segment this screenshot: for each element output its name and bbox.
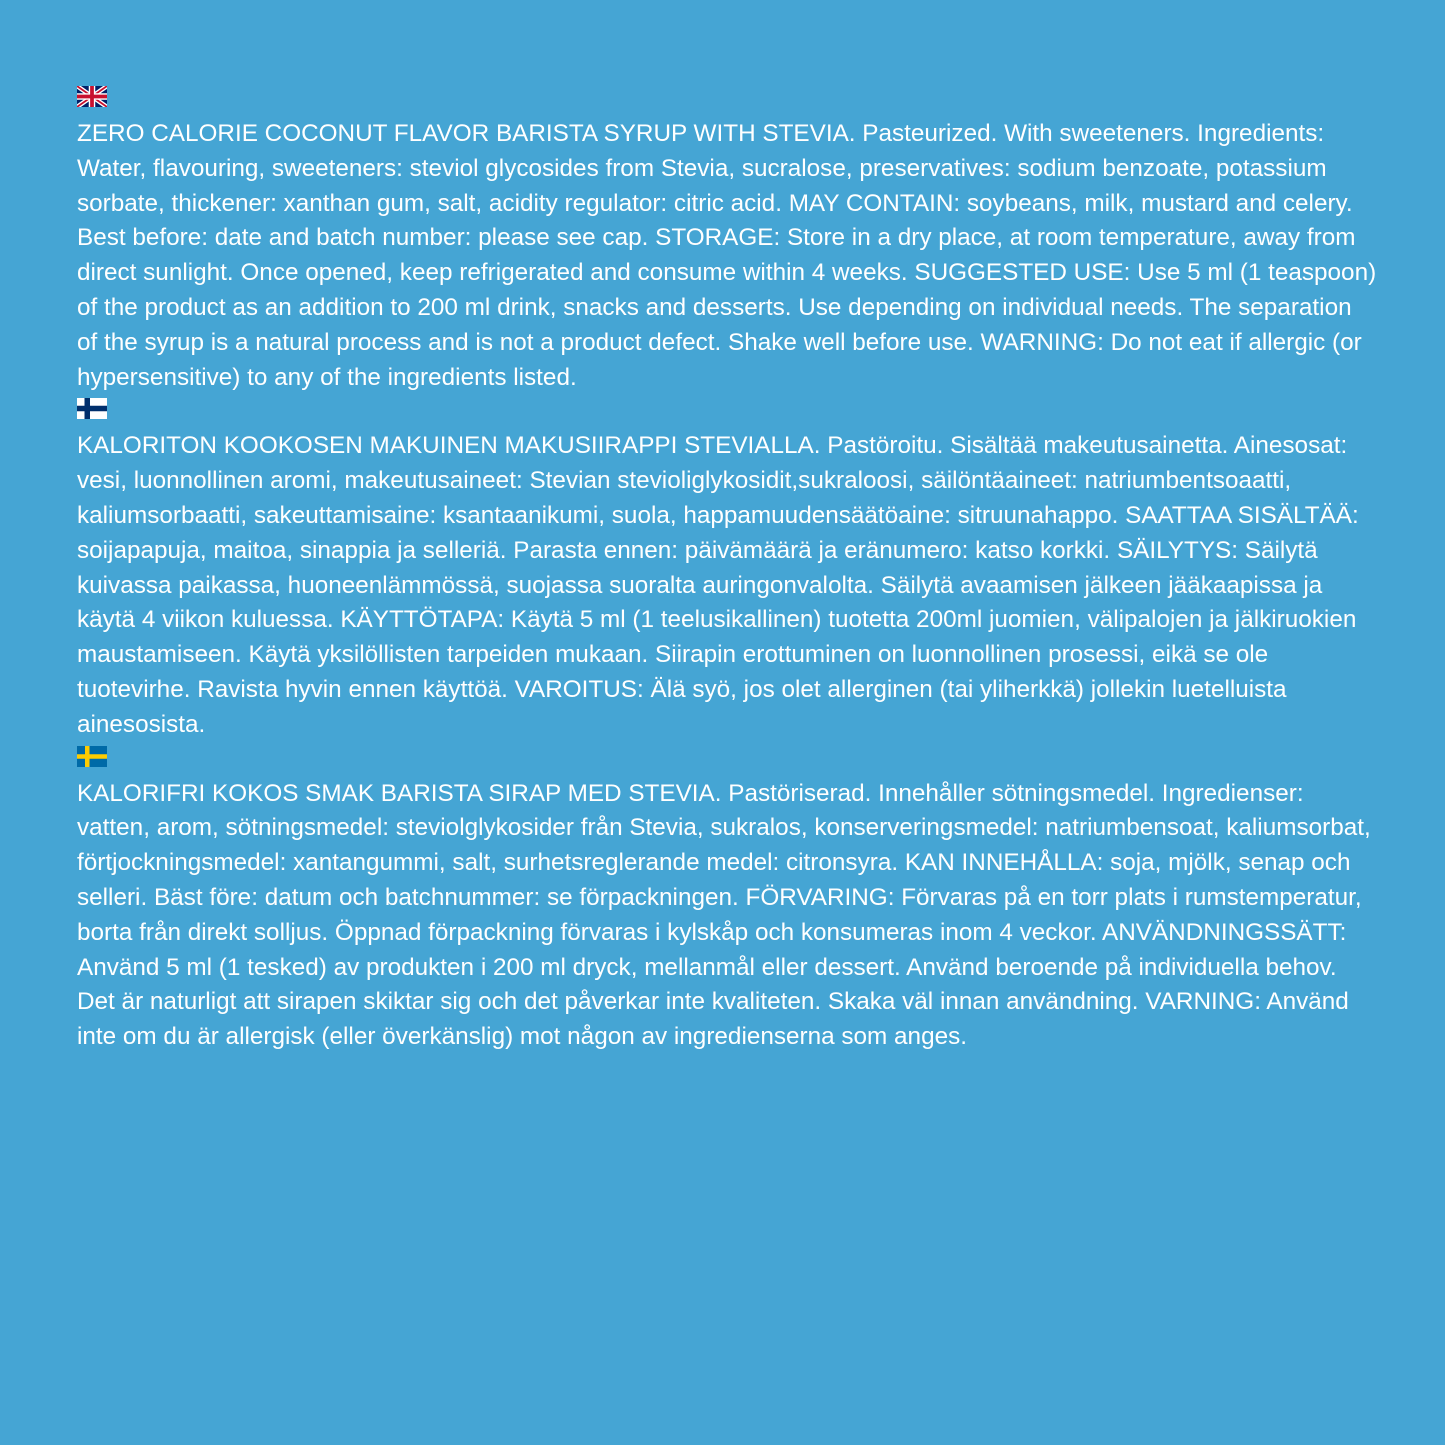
finnish-section [77,398,1377,742]
finland-flag-icon [77,398,107,419]
product-label-text [77,83,1377,1055]
swedish-label-text: KALORIFRI KOKOS SMAK BARISTA SIRAP MED STEVIA. Pastöriserad. Innehåller sötningsmedel. Ingredienser: vatten, arom, sötningsmedel: steviolglykosider från Stevia, sukralos, konserveringsmedel: natriumbensoat, kaliumsorbat, förtjockningsmedel: xantangummi, salt, surhetsreglerande medel: citronsyra. KAN INNEHÅLLA: soja, mjölk, senap och selleri. Bäst före: datum och batchnummer: se förpackningen. FÖRVARING: Förvaras på en torr plats i rumstemperatur, borta från direkt solljus. Öppnad förpackning förvaras i kylskåp och konsumeras inom 4 veckor. ANVÄNDNINGSSÄTT: Använd 5 ml (1 tesked) av produkten i 200 ml dryck, mellanmål eller dessert. Använd beroende på individuella behov. Det är naturligt att sirapen skiktar sig och det påverkar inte kvaliteten. Skaka väl innan användning. VARNING: Använd inte om du är allergisk (eller överkänslig) mot någon av ingredienserna som anges. [77,779,1371,1051]
sweden-flag-icon [77,746,107,767]
uk-flag-icon [77,86,107,107]
english-label-text: ZERO CALORIE COCONUT FLAVOR BARISTA SYRUP WITH STEVIA. Pasteurized. With sweeteners. Ingredients: Water, flavouring, sweeteners: steviol glycosides from Stevia, sucralose, preservatives: sodium benzoate, potassium sorbate, thickener: xanthan gum, salt, acidity regulator: citric acid. MAY CONTAIN: soybeans, milk, mustard and celery. Best before: date and batch number: please see cap. STORAGE: Store in a dry place, at room temperature, away from direct sunlight. Once opened, keep refrigerated and consume within 4 weeks. SUGGESTED USE: Use 5 ml (1 teaspoon) of the product as an addition to 200 ml drink, snacks and desserts. Use depending on individual needs. The separation of the syrup is a natural process and is not a product defect. Shake well before use. WARNING: Do not eat if allergic (or hypersensitive) to any of the ingredients listed. [77,120,1377,391]
swedish-section [77,746,1377,1055]
finnish-label-text: KALORITON KOOKOSEN MAKUINEN MAKUSIIRAPPI STEVIALLA. Pastöroitu. Sisältää makeutusainetta. Ainesosat: vesi, luonnollinen aromi, makeutusaineet: Stevian stevioliglykosidit,sukraloosi, säilöntäaineet: natriumbentsoaatti, kaliumsorbaatti, sakeuttamisaine: ksantaanikumi, suola, happamuudensäätöaine: sitruunahappo. SAATTAA SISÄLTÄÄ: soijapapuja, maitoa, sinappia ja selleriä. Parasta ennen: päivämäärä ja eränumero: katso korkki. SÄILYTYS: Säilytä kuivassa paikassa, huoneenlämmössä, suojassa suoralta auringonvalolta. Säilytä avaamisen jälkeen jääkaapissa ja käytä 4 viikon kuluessa. KÄYTTÖTAPA: Käytä 5 ml (1 teelusikallinen) tuotetta 200ml juomien, välipalojen ja jälkiruokien maustamiseen. Käytä yksilöllisten tarpeiden mukaan. Siirapin erottuminen on luonnollinen prosessi, eikä se ole tuotevirhe. Ravista hyvin ennen käyttöä. VAROITUS: Älä syö, jos olet allerginen (tai yliherkkä) jollekin luetelluista ainesosista. [77,432,1359,738]
english-section [77,86,1377,395]
